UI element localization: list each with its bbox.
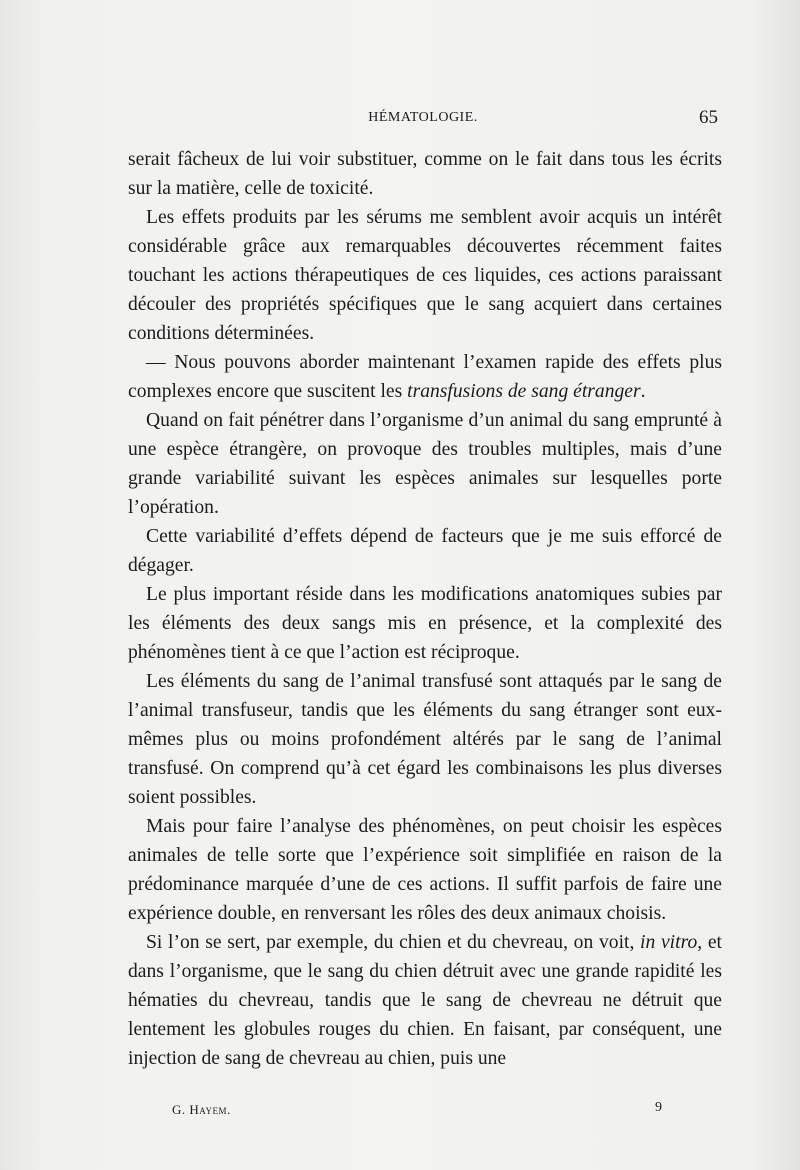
text-run: Les effets produits par les sérums me semblent avoir acquis un intérêt considérable grâce aux remarquables découvertes récemment faites touchant les actions thérapeutiques de ces liquides, ces actions paraissant découler des propriétés spécifiques que le sang acquiert dans certaines conditions déterminées.: [128, 207, 722, 344]
page-header: [128, 107, 718, 131]
paragraph: [128, 667, 722, 812]
text-run: Le plus important réside dans les modifications anatomiques subies par les éléments des deux sangs mis en présence, et la complexité des phénomènes tient à ce que l’action est réciproque.: [128, 584, 722, 663]
signature-mark: 9: [655, 1100, 662, 1115]
text-run: serait fâcheux de lui voir substituer, comme on le fait dans tous les écrits sur la matière, celle de toxicité.: [128, 149, 722, 199]
paragraph: [128, 812, 722, 928]
paragraph: [128, 145, 722, 203]
running-title: HÉMATOLOGIE.: [368, 110, 478, 125]
body-text: [128, 145, 722, 1073]
italic-text: transfusions de sang étranger: [407, 381, 641, 402]
text-run: Quand on fait pénétrer dans l’organisme d’un animal du sang emprunté à une espèce étrangère, on provoque des troubles multiples, mais d’une grande variabilité suivant les espèces animales sur lesquelles porte l’opération.: [128, 410, 722, 518]
paragraph: [128, 522, 722, 580]
text-run: Si l’on se sert, par exemple, du chien et du chevreau, on voit,: [146, 932, 641, 953]
signature-initial: G. H: [172, 1102, 200, 1117]
page-footer: [172, 1100, 662, 1124]
italic-text: in vitro: [640, 932, 698, 953]
text-run: .: [640, 381, 646, 402]
signature-rest: ayem.: [199, 1102, 231, 1117]
paragraph: [128, 406, 722, 522]
paragraph: [128, 580, 722, 667]
paragraph: [128, 203, 722, 348]
text-run: Les éléments du sang de l’animal transfusé sont attaqués par le sang de l’animal transfuseur, tandis que les éléments du sang étranger sont eux-mêmes plus ou moins profondément altérés par le sang de l’animal transfusé. On comprend qu’à cet égard les combinaisons les plus diverses soient possibles.: [128, 671, 722, 808]
text-run: Mais pour faire l’analyse des phénomènes, on peut choisir les espèces animales de telle sorte que l’expérience soit simplifiée en raison de la prédominance marquée d’une de ces actions. Il suffit parfois de faire une expérience double, en renversant les rôles des deux animaux choisis.: [128, 816, 722, 924]
text-run: — Nous pouvons aborder maintenant l’examen rapide des effets plus complexes encore que suscitent les: [128, 352, 722, 402]
page-number: 65: [699, 107, 718, 128]
text-run: Cette variabilité d’effets dépend de facteurs que je me suis efforcé de dégager.: [128, 526, 722, 576]
paragraph: [128, 348, 722, 406]
paragraph: [128, 928, 722, 1073]
author-signature: [172, 1102, 231, 1118]
text-run: , et dans l’organisme, que le sang du chien détruit avec une grande rapidité les hématies du chevreau, tandis que le sang de chevreau ne détruit que lentement les globules rouges du chien. En faisant, par conséquent, une injection de sang de chevreau au chien, puis une: [128, 932, 722, 1069]
